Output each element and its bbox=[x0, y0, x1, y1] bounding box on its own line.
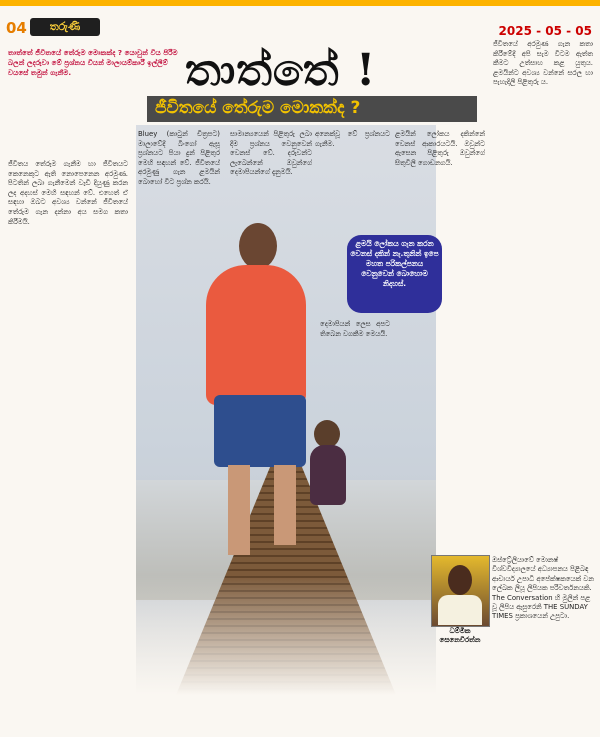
callout-box bbox=[347, 235, 442, 313]
header-strip bbox=[0, 0, 600, 6]
column-e-text: ළමයින් ලෝකය දකින්නේ වෙනස් ආකාරයටයි. ඔවුන්ට ඇසෙන පිළිතුරු ඔවුන්ගේ සිතුවිලි ගොඩනගයි. bbox=[395, 130, 485, 167]
issue-date: 2025 - 05 - 05 bbox=[498, 24, 592, 38]
column-b-text: Bluey (කාටුන් චිත්‍රපට) මාලාවේදී බිංගෝ ඇසූ ප්‍රශ්නයට පියා දුන් පිළිතුර මෙහි සඳහන් වේ. ජීවිතයේ අරමුණු ගැන ළමයින් බොහෝ විට ප්‍රශ්න කරයි. bbox=[138, 130, 220, 186]
column-f-text: ජීවිතයේ අරමුණ ගැන කතා කිරීමේදී අපි සැම විටම ඇත්ත කීමට උත්සාහ කළ යුතුය. ළමයින්ට අවශ්‍ය වන්නේ සරල හා පැහැදිලි පිළිතුරු ය. bbox=[493, 40, 593, 87]
author-name: ධම්මික සෙනෙවිරත්න bbox=[439, 627, 481, 644]
callout-text: ළමයි ලෝකය ගැන කරන වෙනස් දකින් නැ.තුනින් ඉපෙ මහත පරිකල්පනය වෙනුවෙන් බොහොම නිදහස්. bbox=[350, 239, 439, 288]
photo-man-leg bbox=[274, 465, 296, 545]
article-subtitle: ජීවිතයේ තේරුම මොකක්ද ? bbox=[155, 98, 361, 118]
column-a bbox=[8, 160, 128, 720]
section-label: තරුණි bbox=[49, 20, 81, 33]
column-a-text: ජීවිතය තේරුම ගැනීම හා ජීවිතයට කෙනෙකුට ඇති නොපෙනෙන අරමුණ. පිටතින් ලබා ගැනීමෙන් වැඩි දියුණු කරන ලද අදහස් මෙහි සඳහන් වේ. එහෙත් ඒ සඳහා ඔබට අවශ්‍ය වන්නේ ජීවිතයේ තේරුම ගැන දන්නා අය සමග කතා කිරීමයි. bbox=[8, 160, 128, 226]
author-bio: ඔස්ට්‍රේලියාවේ මොනෂ් විශ්වවිද්‍යාලයේ අධ්‍යාපනය පිළිබඳ ආචාර්ය උපාධි අපේක්ෂකයෙක් වන ලේඛක ලියූ ලිපියක පරිවර්තනයකි. The Conversation හි මුලින් පළ වූ ලිපිය ඇසුරෙනි THE SUNDAY TIMES ප්‍රකාශයෙන් උපුටා. bbox=[492, 556, 594, 621]
author-face bbox=[448, 565, 472, 595]
intro-paragraph bbox=[8, 48, 178, 77]
photo-man-leg bbox=[228, 465, 250, 555]
column-g bbox=[320, 320, 390, 500]
page-number: 04 bbox=[6, 19, 27, 37]
column-c-text: සාමාන්‍යයෙන් පිළිතුරු ලබා දීම ප්‍රශ්නය වෙනුවෙන් වෙනස් වේ. දරුවන්ට ලැබෙන්නේ ඔවුන්ගේ දෙමාපියන්ගේ දැනුමයි. bbox=[230, 130, 312, 177]
article-title: තාත්තේ ! bbox=[185, 45, 377, 96]
intro-text: තාත්තේ ජීවිතයේ තේරුම මොකක්ද ? යොවුන් විය පිරීම බලන් ලදරුවා මේ ප්‍රශ්නය වියන් මාලායම්කාරී ඉල්ලීම් වයසේ තමුන් ගැනීම. bbox=[8, 48, 178, 77]
photo-fade bbox=[136, 575, 436, 695]
column-d-text: අනෙක්වූ වේ ප්‍රශ්නයට ගැනීම. bbox=[315, 130, 390, 148]
column-c bbox=[230, 130, 312, 460]
column-b bbox=[138, 130, 220, 460]
column-g-text: දෙමාපියන් ලෙස අපට තිබෙන වගකීම මෙයයි. bbox=[320, 320, 390, 338]
section-badge bbox=[30, 18, 100, 36]
author-shirt bbox=[438, 595, 482, 625]
